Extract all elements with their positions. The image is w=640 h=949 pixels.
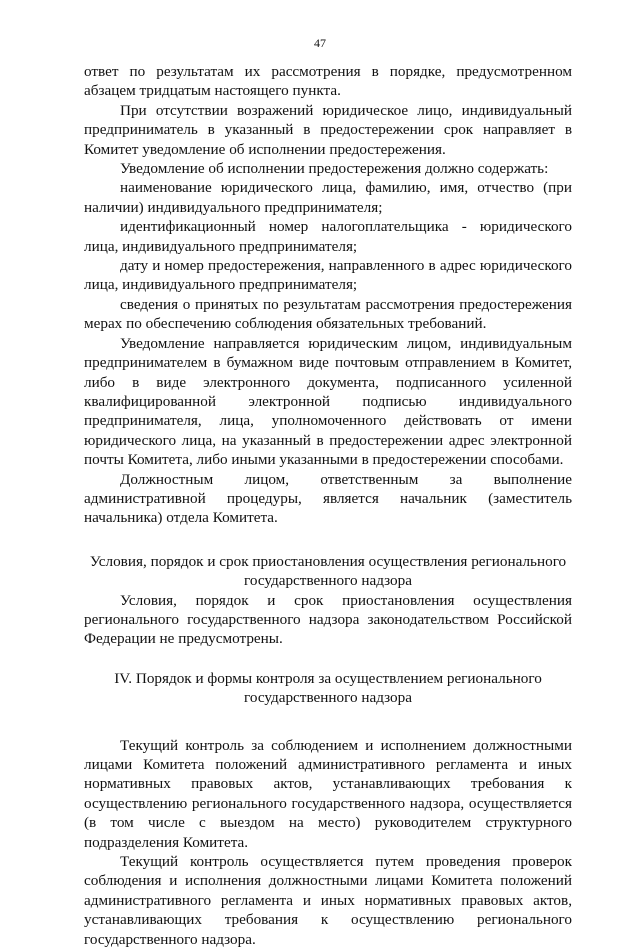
section-heading-iv <box>84 669 572 708</box>
paragraph-control-method: Текущий контроль осуществляется путем проведения проверок соблюдения и исполнения должностными лицами Комитета положений административного регламента и иных нормативных правовых актов, устанавливающих требования к осуществлению регионального государственного надзора. <box>84 853 572 948</box>
list-item-inn: идентификационный номер налогоплательщика - юридического лица, индивидуального предпринимателя; <box>84 218 572 255</box>
document-body <box>84 62 572 949</box>
list-item-name: наименование юридического лица, фамилию, имя, отчество (при наличии) индивидуального предпринимателя; <box>84 179 572 216</box>
paragraph-notification-contents: Уведомление об исполнении предостережения должно содержать: <box>120 160 549 178</box>
list-item-date-number: дату и номер предостережения, направленного в адрес юридического лица, индивидуального предпринимателя; <box>84 257 572 294</box>
section-heading-line: IV. Порядок и формы контроля за осуществлением регионального <box>114 669 542 687</box>
paragraph-no-objections: При отсутствии возражений юридическое лицо, индивидуальный предприниматель в указанный в предостережении срок направляет в Комитет уведомление об исполнении предостережения. <box>84 101 572 158</box>
spacer <box>84 708 572 736</box>
section-heading-suspension <box>84 552 572 591</box>
section-heading-line: государственного надзора <box>244 572 412 590</box>
list-item-measures: сведения о принятых по результатам рассмотрения предостережения мерах по обеспечению соблюдения обязательных требований. <box>84 295 572 333</box>
paragraph-suspension-conditions: Условия, порядок и срок приостановления осуществления регионального государственного надзора законодательством Российской Федерации не предусмотрены. <box>84 591 572 648</box>
paragraph-notification-delivery: Уведомление направляется юридическим лицом, индивидуальным предпринимателем в бумажном виде почтовым отправлением в Комитет, либо в виде электронного документа, подписанного усиленной квалифицированной электронной подписью индивидуального предпринимателя, лица, уполномоченного действовать от имени юридического лица, на указанный в предостережении адрес электронной почты Комитета, либо иными указанными в предостережении способами. <box>84 334 572 469</box>
paragraph-response-continuation: ответ по результатам их рассмотрения в порядке, предусмотренном абзацем тридцатым настоящего пункта. <box>84 63 572 100</box>
section-heading-line: государственного надзора <box>244 689 412 707</box>
paragraph-current-control: Текущий контроль за соблюдением и исполнением должностными лицами Комитета положений административного регламента и иных нормативных правовых актов, устанавливающих требования к осуществлению регионального государственного надзора, осуществляется (в том числе с выездом на место) руководителем структурного подразделения Комитета. <box>84 736 572 851</box>
spacer <box>84 528 572 552</box>
paragraph-responsible-official: Должностным лицом, ответственным за выполнение административной процедуры, является начальник (заместитель начальника) отдела Комитета. <box>84 470 572 527</box>
section-heading-line: Условия, порядок и срок приостановления осуществления регионального <box>89 552 567 570</box>
spacer <box>84 649 572 669</box>
page-number: 47 <box>314 36 326 50</box>
